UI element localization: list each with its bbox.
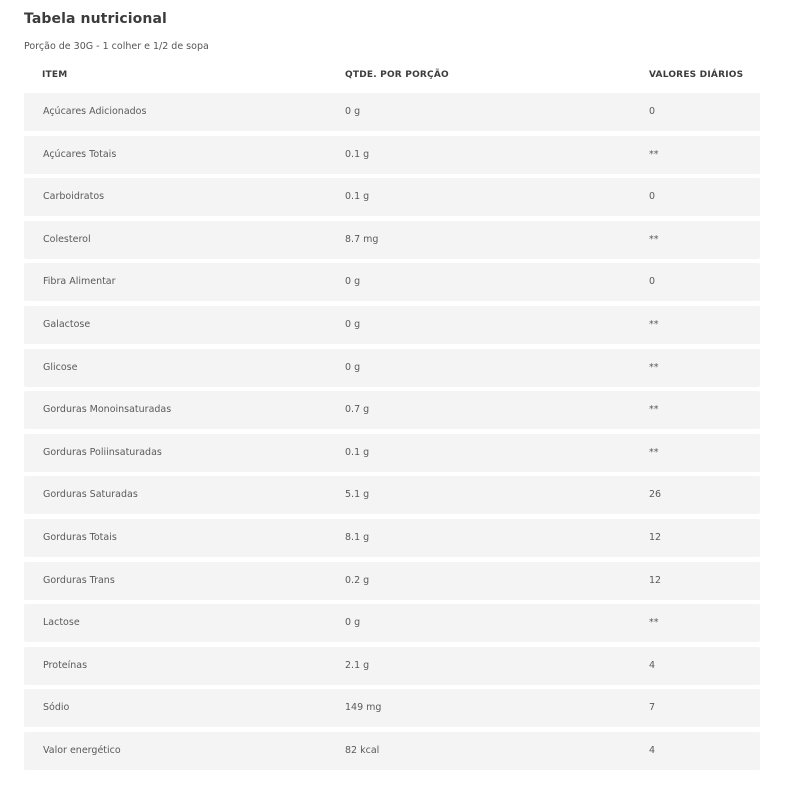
row-quantity: 5.1 g <box>345 489 370 501</box>
row-item-name: Proteínas <box>43 659 88 671</box>
table-row <box>24 221 760 259</box>
row-daily-value: ** <box>649 446 659 458</box>
row-daily-value: 12 <box>649 574 662 586</box>
row-daily-value: ** <box>649 318 659 330</box>
row-daily-value: 0 <box>649 191 656 203</box>
row-quantity: 2.1 g <box>345 659 370 671</box>
row-item-name: Carboidratos <box>43 191 105 203</box>
row-daily-value: ** <box>649 148 659 160</box>
table-row <box>24 306 760 344</box>
table-row <box>24 391 760 429</box>
row-daily-value: ** <box>649 233 659 245</box>
row-quantity: 0 g <box>345 361 361 373</box>
row-item-name: Galactose <box>43 318 91 330</box>
header-item: ITEM <box>42 70 68 80</box>
row-quantity: 0.1 g <box>345 191 370 203</box>
table-row <box>24 647 760 685</box>
table-row <box>24 476 760 514</box>
table-body <box>24 93 760 775</box>
row-quantity: 0.1 g <box>345 148 370 160</box>
row-quantity: 0 g <box>345 276 361 288</box>
row-daily-value: 12 <box>649 531 662 543</box>
row-quantity: 0 g <box>345 617 361 629</box>
row-daily-value: 0 <box>649 276 656 288</box>
row-quantity: 0 g <box>345 318 361 330</box>
table-row <box>24 519 760 557</box>
portion-subtitle: Porção de 30G - 1 colher e 1/2 de sopa <box>24 41 209 52</box>
header-qty-per-portion: QTDE. POR PORÇÃO <box>345 70 449 80</box>
row-item-name: Valor energético <box>43 744 121 756</box>
row-daily-value: 4 <box>649 744 656 756</box>
table-row <box>24 263 760 301</box>
row-quantity: 8.1 g <box>345 531 370 543</box>
table-row <box>24 178 760 216</box>
row-quantity: 0.1 g <box>345 446 370 458</box>
row-daily-value: ** <box>649 617 659 629</box>
row-item-name: Sódio <box>43 702 70 714</box>
row-item-name: Gorduras Poliinsaturadas <box>43 446 162 458</box>
row-quantity: 0 g <box>345 106 361 117</box>
table-row <box>24 689 760 727</box>
row-daily-value: 7 <box>649 702 656 714</box>
table-row <box>24 604 760 642</box>
row-item-name: Gorduras Trans <box>43 574 115 586</box>
row-quantity: 149 mg <box>345 702 382 714</box>
row-daily-value: ** <box>649 404 659 416</box>
row-daily-value: 26 <box>649 489 662 501</box>
row-item-name: Gorduras Totais <box>43 531 117 543</box>
row-daily-value: 0 <box>649 106 656 117</box>
row-item-name: Gorduras Monoinsaturadas <box>43 404 172 416</box>
row-quantity: 0.7 g <box>345 404 370 416</box>
table-row <box>24 562 760 600</box>
row-item-name: Gorduras Saturadas <box>43 489 138 501</box>
row-item-name: Açúcares Adicionados <box>43 106 147 117</box>
table-row <box>24 434 760 472</box>
table-row <box>24 349 760 387</box>
header-daily-values: VALORES DIÁRIOS <box>649 70 744 80</box>
table-row <box>24 93 760 131</box>
row-daily-value: 4 <box>649 659 656 671</box>
row-item-name: Açúcares Totais <box>43 148 117 160</box>
row-item-name: Colesterol <box>43 233 91 245</box>
row-item-name: Fibra Alimentar <box>43 276 116 288</box>
table-header <box>24 70 760 84</box>
row-item-name: Glicose <box>43 361 78 373</box>
row-item-name: Lactose <box>43 617 80 629</box>
table-row <box>24 136 760 174</box>
row-quantity: 82 kcal <box>345 744 380 756</box>
table-row <box>24 732 760 770</box>
row-quantity: 0.2 g <box>345 574 370 586</box>
row-quantity: 8.7 mg <box>345 233 379 245</box>
section-title: Tabela nutricional <box>24 11 167 27</box>
row-daily-value: ** <box>649 361 659 373</box>
